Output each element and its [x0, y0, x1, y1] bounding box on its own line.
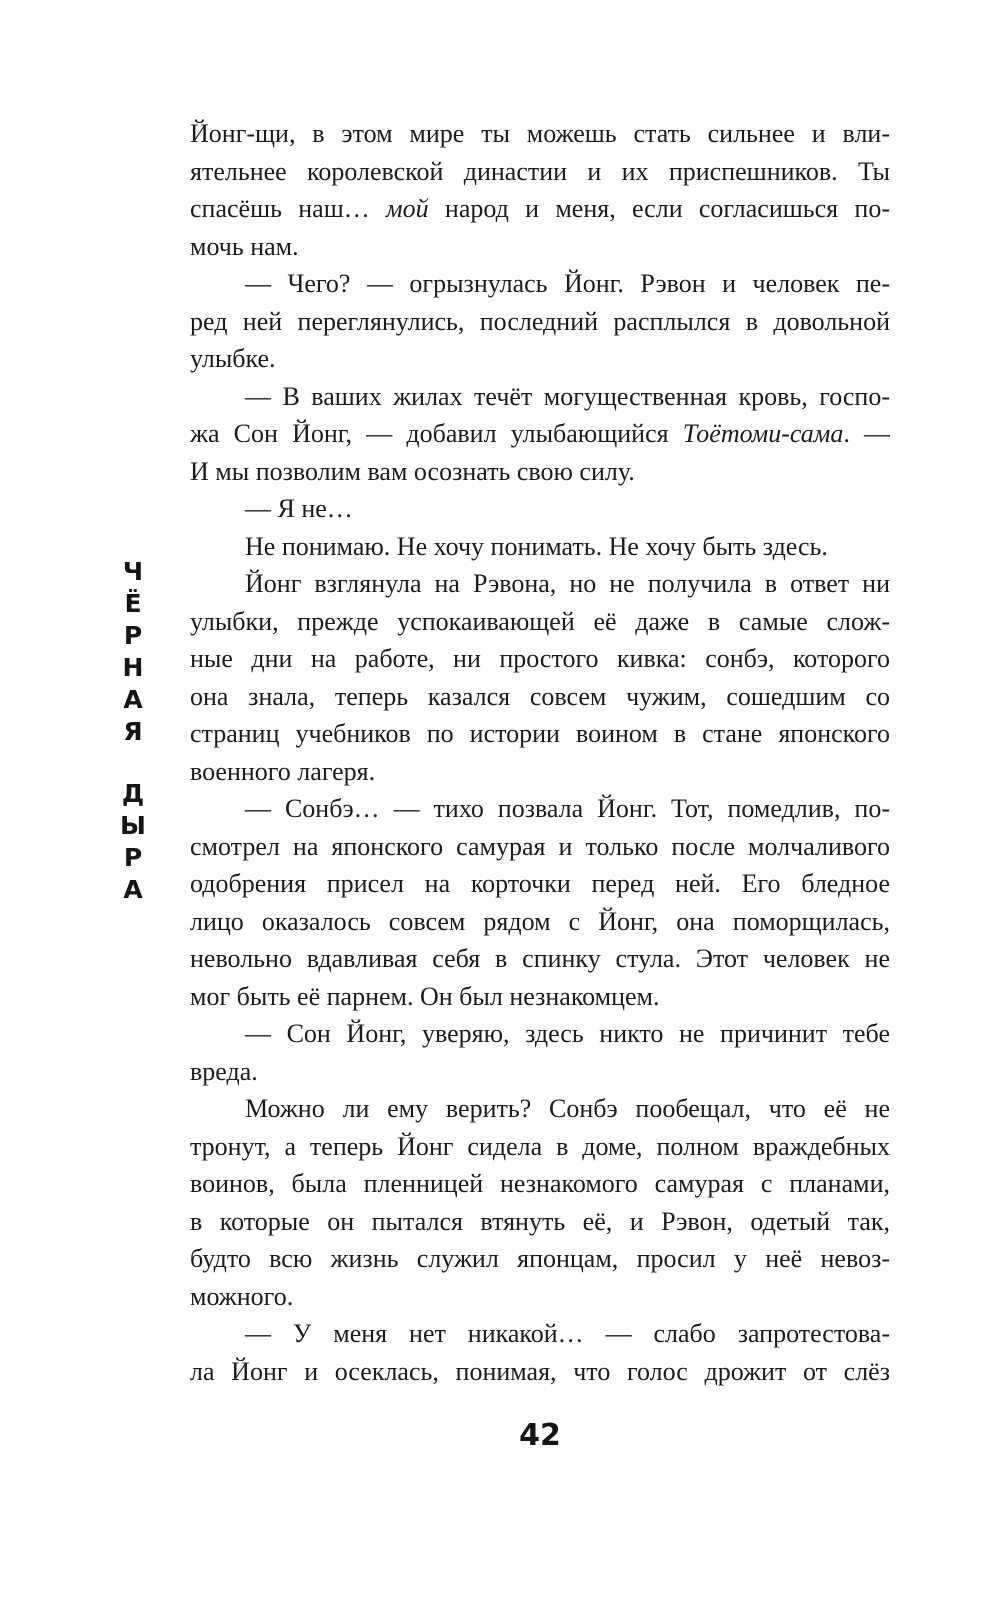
text-line: [190, 678, 890, 716]
text-line: [190, 865, 890, 903]
body-text: будто всю жизнь служил японцам, просил у неё невоз-: [190, 1244, 890, 1273]
text-line: [190, 1278, 890, 1316]
body-text: народ и меня, если согласишься по-: [428, 194, 890, 223]
side-title-letter: А: [123, 685, 143, 714]
text-line: [190, 640, 890, 678]
body-text: улыбки, прежде успокаивающей её даже в самые слож-: [190, 606, 890, 636]
text-line: [190, 453, 890, 491]
body-text: — Я не…: [245, 494, 353, 523]
body-text: страниц учебников по истории воином в стане японского: [190, 719, 890, 748]
body-text: военного лагеря.: [190, 756, 376, 786]
body-text: спасёшь наш…: [190, 194, 387, 223]
text-line: [190, 603, 890, 641]
body-text: — В ваших жилах течёт могущественная кровь, госпо-: [245, 381, 890, 411]
text-line: [190, 340, 890, 378]
body-text: вреда.: [190, 1056, 258, 1086]
text-line: [190, 978, 890, 1016]
body-text: одобрения присел на корточки перед ней. Его бледное: [190, 869, 890, 898]
text-line: [190, 790, 890, 828]
text-line: [190, 903, 890, 941]
text-line: [190, 1015, 890, 1053]
side-title-letter: А: [123, 875, 143, 904]
body-text: ные дни на работе, ни простого кивка: сонбэ, которого: [190, 644, 890, 673]
body-text: — Чего? — огрызнулась Йонг. Рэвон и человек пе-: [245, 269, 890, 298]
text-line: [190, 415, 890, 453]
side-title: [117, 556, 149, 906]
body-text: она знала, теперь казался совсем чужим, сошедшим со: [190, 681, 890, 711]
body-text: — У меня нет никакой… — слабо запротестова-: [245, 1319, 890, 1348]
side-title-word: [117, 778, 149, 906]
body-text: жа Сон Йонг, — добавил улыбающийся: [190, 419, 683, 448]
text-line: [190, 715, 890, 753]
text-line: [190, 115, 890, 153]
side-title-letter: Ы: [120, 811, 146, 840]
text-line: [190, 1128, 890, 1166]
emphasized-text: мой: [386, 194, 429, 223]
text-line: [190, 1165, 890, 1203]
text-line: [190, 1315, 890, 1353]
body-text: тронут, а теперь Йонг сидела в доме, полном враждебных: [190, 1131, 890, 1161]
text-line: [190, 753, 890, 791]
body-text: Можно ли ему верить? Сонбэ пообещал, что её не: [245, 1094, 890, 1123]
body-text: мочь нам.: [190, 231, 299, 261]
text-line: [190, 378, 890, 416]
text-line: [190, 1240, 890, 1278]
body-text: ред ней переглянулись, последний расплылся в довольной: [190, 306, 890, 336]
body-text: Йонг взглянула на Рэвона, но не получила в ответ ни: [245, 569, 890, 598]
side-title-word: [117, 556, 149, 748]
body-text: Йонг-щи, в этом мире ты можешь стать сильнее и вли-: [190, 119, 890, 148]
text-line: [190, 1353, 890, 1391]
side-title-letter: Ё: [124, 589, 142, 618]
side-title-letter: Д: [121, 779, 145, 808]
body-text: — Сон Йонг, уверяю, здесь никто не причинит тебе: [245, 1019, 890, 1048]
body-text: . —: [843, 419, 890, 448]
body-text: И мы позволим вам осознать свою силу.: [190, 456, 635, 486]
text-line: [190, 490, 890, 528]
side-title-letter: Ч: [122, 557, 144, 586]
text-line: [190, 228, 890, 266]
text-line: [190, 190, 890, 228]
body-text: невольно вдавливая себя в спинку стула. Этот человек не: [190, 944, 890, 973]
side-title-letter: Я: [123, 717, 143, 746]
body-text: — Сонбэ… — тихо позвала Йонг. Тот, помедлив, по-: [245, 794, 890, 823]
text-line: [190, 828, 890, 866]
page-number: 42: [519, 1418, 561, 1453]
text-line: [190, 1053, 890, 1091]
side-title-letter: Н: [122, 653, 144, 682]
body-text: лицо оказалось совсем рядом с Йонг, она поморщилась,: [190, 906, 890, 936]
body-text: можного.: [190, 1281, 294, 1311]
text-line: [190, 528, 890, 566]
text-line: [190, 153, 890, 191]
body-text: смотрел на японского самурая и только после молчаливого: [190, 831, 890, 861]
text-line: [190, 303, 890, 341]
text-line: [190, 565, 890, 603]
text-line: [190, 1203, 890, 1241]
text-line: [190, 1090, 890, 1128]
side-title-letter: Р: [123, 621, 143, 650]
body-text: мог быть её парнем. Он был незнакомцем.: [190, 981, 660, 1011]
body-text: воинов, была пленницей незнакомого самурая с планами,: [190, 1169, 890, 1198]
body-text: в которые он пытался втянуть её, и Рэвон, одетый так,: [190, 1206, 890, 1236]
emphasized-text: Тоётоми-сама: [682, 419, 844, 448]
text-block: [190, 115, 890, 1390]
body-text: улыбке.: [190, 344, 276, 373]
body-text: ла Йонг и осеклась, понимая, что голос дрожит от слёз: [190, 1356, 890, 1386]
side-title-letter: Р: [123, 843, 143, 872]
text-line: [190, 940, 890, 978]
body-text: ятельнее королевской династии и их приспешников. Ты: [190, 156, 890, 186]
body-text: Не понимаю. Не хочу понимать. Не хочу быть здесь.: [245, 531, 828, 561]
text-line: [190, 265, 890, 303]
